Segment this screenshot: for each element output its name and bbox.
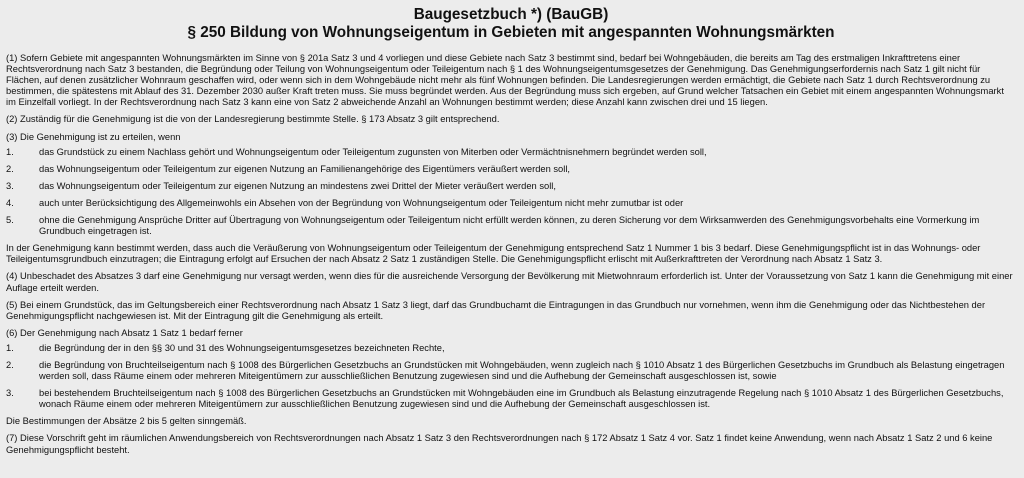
list-item-number: 4. [6,197,14,208]
list-item-text: das Wohnungseigentum oder Teileigentum zur eigenen Nutzung an mindestens zwei Drittel der Mieter veräußert werden soll, [39,180,556,191]
paragraph-1: (1) Sofern Gebiete mit angespannten Wohnungsmärkten im Sinne von § 201a Satz 3 und 4 vorliegen und diese Gebiete nach Satz 3 bestimmt sind, bedarf bei Wohngebäuden, die bereits am Tag des erstmaligen Inkrafttretens einer Rechtsverordnung nach Satz 3 bestanden, die Begründung oder Teilung von Wohnungseigentum oder Teileigentum nach § 1 des Wohnungseigentumsgesetzes der Genehmigung. Das Genehmigungserfordernis nach Satz 1 gilt nicht für Flächen, auf denen zusätzlicher Wohnraum geschaffen wird, oder wenn sich in dem Wohngebäude nicht mehr als fünf Wohnungen befinden. Die Landesregierungen werden ermächtigt, die Gebiete nach Satz 1 durch Rechtsverordnung zu bestimmen, die spätestens mit Ablauf des 31. Dezember 2030 außer Kraft treten muss. Sie muss begründet werden. Aus der Begründung muss sich ergeben, auf Grund welcher Tatsachen ein Gebiet mit einem angespannten Wohnungsmarkt im Einzelfall vorliegt. In der Rechtsverordnung nach Satz 3 kann eine von Satz 2 abweichende Anzahl an Wohnungen bestimmt werden; diese Anzahl kann zwischen drei und 15 liegen. [6,53,1004,108]
list-item-number: 1. [6,146,14,157]
list-item [6,215,1016,237]
list-item [6,181,1016,192]
list-item [6,198,1016,209]
list-item-text: das Wohnungseigentum oder Teileigentum zur eigenen Nutzung an Familienangehörige des Eigentümers veräußert werden soll, [39,163,571,174]
paragraph-3-list [6,147,1016,238]
list-item-text: auch unter Berücksichtigung des Allgemeinwohls ein Absehen von der Begründung von Wohnungseigentum oder Teileigentum nicht mehr zumutbar ist oder [39,197,684,208]
list-item-number: 2. [6,359,14,370]
list-item-text: das Grundstück zu einem Nachlass gehört und Wohnungseigentum oder Teileigentum zugunsten von Miterben oder Vermächtnisnehmern begründet werden soll, [39,146,707,157]
list-item [6,147,1016,158]
list-item [6,360,1016,382]
list-item-text: bei bestehendem Bruchteilseigentum nach § 1008 des Bürgerlichen Gesetzbuchs an Grundstücken mit Wohngebäuden eine im Grundbuch als Belastung einzutragende Regelung nach § 1010 Absatz 1 des Bürgerlichen Gesetzbuchs, wonach Räume einem oder mehreren Miteigentümern zur ausschließlichen Benutzung zugewiesen sind und die Aufhebung der Gemeinschaft ausgeschlossen ist. [39,388,1004,410]
list-item-number: 3. [6,180,14,191]
paragraph-6-intro: (6) Der Genehmigung nach Absatz 1 Satz 1 bedarf ferner [6,327,243,338]
paragraph-4: (4) Unbeschadet des Absatzes 3 darf eine Genehmigung nur versagt werden, wenn dies für die ausreichende Versorgung der Bevölkerung mit Mietwohnraum erforderlich ist. Unter der Voraussetzung von Satz 1 kann die Genehmigung mit einer Auflage erteilt werden. [6,271,1013,293]
paragraph-6-outro: Die Bestimmungen der Absätze 2 bis 5 gelten sinngemäß. [6,416,247,427]
list-item-number: 1. [6,342,14,353]
paragraph-7: (7) Diese Vorschrift geht im räumlichen Anwendungsbereich von Rechtsverordnungen nach Absatz 1 Satz 3 den Rechtsverordnungen nach § 172 Absatz 1 Satz 4 vor. Satz 1 findet keine Anwendung, wenn nach Absatz 1 Satz 2 und 6 keine Genehmigungspflicht besteht. [6,433,993,455]
list-item-text: ohne die Genehmigung Ansprüche Dritter auf Übertragung von Wohnungseigentum oder Teileigentum nicht erfüllt werden können, zu deren Sicherung vor dem Wirksamwerden des Genehmigungsvorbehalts eine Vormerkung im Grundbuch eingetragen ist. [39,215,980,237]
list-item-number: 2. [6,163,14,174]
document-title: Baugesetzbuch *) (BauGB) [413,6,609,23]
list-item-number: 5. [6,215,14,226]
paragraph-3-outro: In der Genehmigung kann bestimmt werden, dass auch die Veräußerung von Wohnungseigentum oder Teileigentum der Genehmigung entsprechend Satz 1 Nummer 1 bis 3 bedarf. Diese Genehmigungspflicht ist in das Wohnungs- oder Teileigentumsgrundbuch einzutragen; die Eintragung erfolgt auf Ersuchen der nach Absatz 2 Satz 1 zuständigen Stelle. Die Genehmigungspflicht erlischt mit Außerkrafttreten der Verordnung nach Absatz 1 Satz 3. [6,243,981,265]
paragraph-5: (5) Bei einem Grundstück, das im Geltungsbereich einer Rechtsverordnung nach Absatz 1 Satz 3 liegt, darf das Grundbuchamt die Eintragungen in das Grundbuch nur vornehmen, wenn ihm die Genehmigung oder das Nichtbestehen der Genehmigungspflicht nachgewiesen ist. Mit der Eintragung gilt die Genehmigung als erteilt. [6,299,986,321]
list-item [6,343,1016,354]
list-item [6,388,1016,410]
paragraph-3-intro: (3) Die Genehmigung ist zu erteilen, wenn [6,131,181,142]
paragraph-6-list [6,343,1016,410]
list-item-number: 3. [6,388,14,399]
list-item-text: die Begründung der in den §§ 30 und 31 des Wohnungseigentumsgesetzes bezeichneten Rechte, [39,342,445,353]
list-item [6,164,1016,175]
paragraph-2: (2) Zuständig für die Genehmigung ist die von der Landesregierung bestimmte Stelle. § 173 Absatz 3 gilt entsprechend. [6,114,500,125]
list-item-text: die Begründung von Bruchteilseigentum nach § 1008 des Bürgerlichen Gesetzbuchs an Grundstücken mit Wohngebäuden, wenn zugleich nach § 1010 Absatz 1 des Bürgerlichen Gesetzbuchs im Grundbuch als Belastung eingetragen werden soll, dass Räume einem oder mehreren Miteigentümern zur ausschließlichen Benutzung zugewiesen sind und die Aufhebung der Gemeinschaft ausgeschlossen ist, sowie [39,359,1005,382]
section-heading: § 250 Bildung von Wohnungseigentum in Gebieten mit angespannten Wohnungsmärkten [187,24,835,41]
